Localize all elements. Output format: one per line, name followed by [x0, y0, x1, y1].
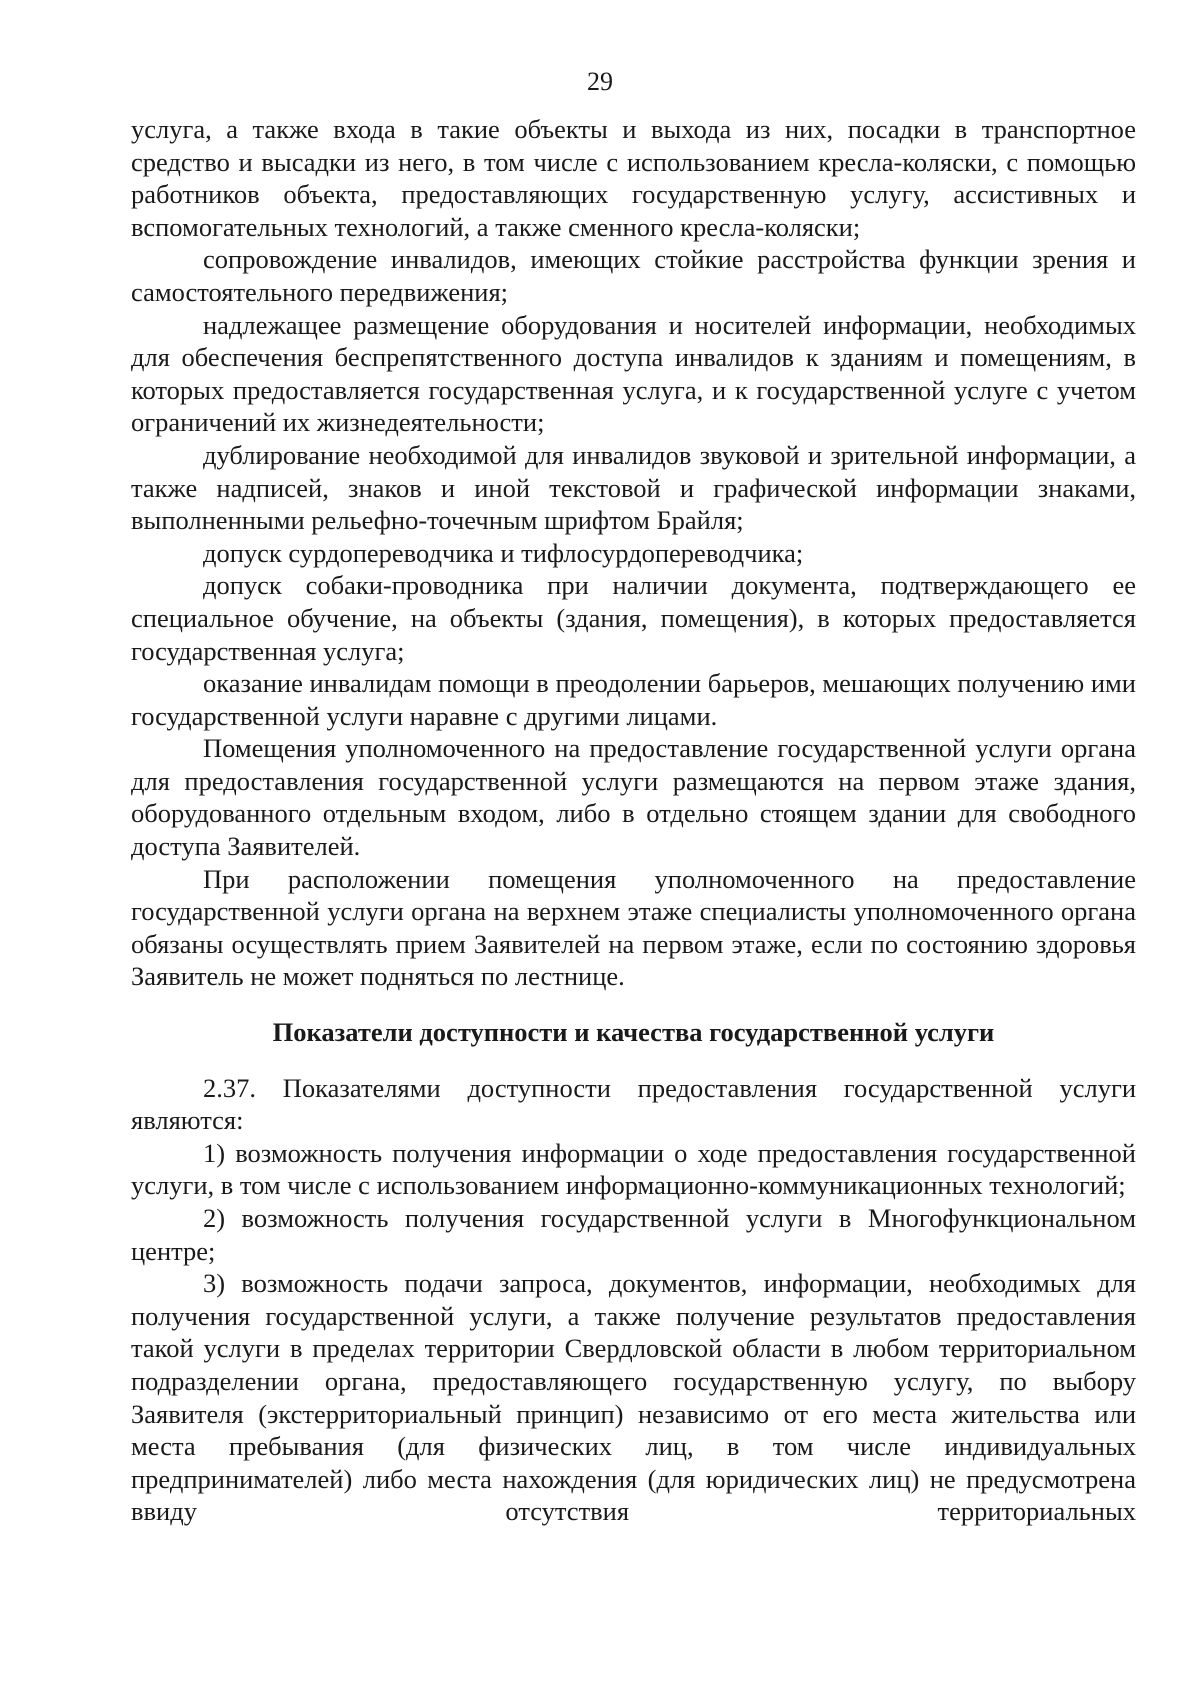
paragraph: надлежащее размещение оборудования и носителей информации, необходимых для обеспечения беспрепятственного доступа инвалидов к зданиям и помещениям, в которых предоставляется государственная услуга, и к государственной услуге с учетом ограничений их жизнедеятельности;	[131, 309, 1136, 438]
paragraph: допуск собаки-проводника при наличии документа, подтверждающего ее специальное обучение, на объекты (здания, помещения), в которых предоставляется государственная услуга;	[131, 570, 1136, 666]
paragraph: сопровождение инвалидов, имеющих стойкие расстройства функции зрения и самостоятельного передвижения;	[131, 244, 1136, 307]
paragraph: дублирование необходимой для инвалидов звуковой и зрительной информации, а также надписей, знаков и иной текстовой и графической информации знаками, выполненными рельефно-точечным шрифтом Брайля;	[131, 439, 1136, 536]
paragraph: Помещения уполномоченного на предоставление государственной услуги органа для предоставления государственной услуги размещаются на первом этаже здания, оборудованного отдельным входом, либо в отдельно стоящем здании для свободного доступа Заявителей.	[131, 733, 1136, 862]
paragraph: 2) возможность получения государственной услуги в Многофункциональном центре;	[131, 1203, 1136, 1266]
section-heading: Показатели доступности и качества государственной услуги	[272, 1017, 995, 1048]
paragraph: При расположении помещения уполномоченного на предоставление государственной услуги органа на верхнем этаже специалисты уполномоченного органа обязаны осуществлять прием Заявителей на первом этаже, если по состоянию здоровья Заявитель не может подняться по лестнице.	[131, 863, 1136, 992]
paragraph: 3) возможность подачи запроса, документов, информации, необходимых для получения государственной услуги, а также получение результатов предоставления такой услуги в пределах территории Свердловской области в любом территориальном подразделении органа, предоставляющего государственную услугу, по выбору Заявителя (экстерриториальный принцип) независимо от его места жительства или места пребывания (для физических лиц, в том числе индивидуальных предпринимателей) либо места нахождения (для юридических лиц) не предусмотрена ввиду отсутствия территориальных	[131, 1268, 1136, 1527]
paragraph: услуга, а также входа в такие объекты и выхода из них, посадки в транспортное средство и высадки из него, в том числе с использованием кресла-коляски, с помощью работников объекта, предоставляющих государственную услугу, ассистивных и вспомогательных технологий, а также сменного кресла-коляски;	[131, 114, 1136, 242]
paragraph: оказание инвалидам помощи в преодолении барьеров, мешающих получению ими государственной услуги наравне с другими лицами.	[131, 668, 1136, 731]
paragraph: допуск сурдопереводчика и тифлосурдопереводчика;	[203, 537, 804, 568]
page-content	[131, 113, 1136, 1528]
paragraph: 1) возможность получения информации о ходе предоставления государственной услуги, в том числе с использованием информационно-коммуникационных технологий;	[131, 1137, 1136, 1201]
page-number: 29	[587, 67, 613, 96]
paragraph: 2.37. Показателями доступности предоставления государственной услуги являются:	[131, 1072, 1136, 1136]
